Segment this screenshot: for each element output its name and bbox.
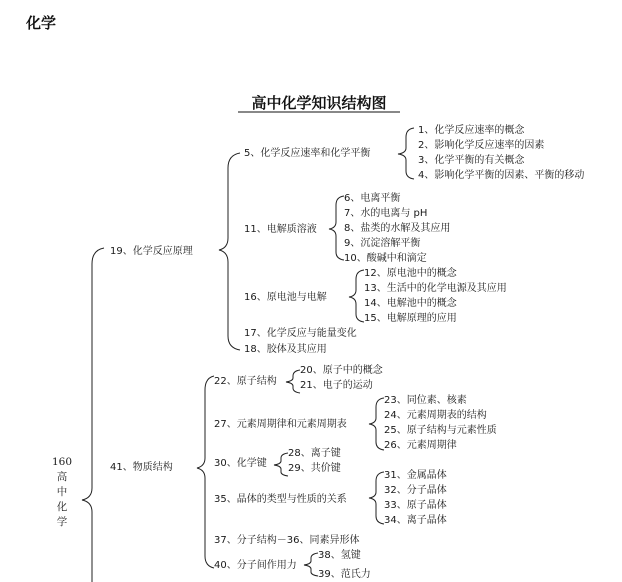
node-35: 35、晶体的类型与性质的关系 — [214, 494, 347, 505]
node-24: 24、元素周期表的结构 — [384, 410, 487, 421]
node-1: 1、化学反应速率的概念 — [418, 125, 525, 136]
node-11: 11、电解质溶液 — [244, 224, 317, 235]
node-5: 5、化学反应速率和化学平衡 — [244, 148, 371, 159]
root-line-4: 化 — [56, 501, 68, 513]
root-node — [52, 456, 72, 528]
brace-35 — [369, 472, 384, 524]
node-23: 23、同位素、核素 — [384, 395, 467, 406]
brace-41 — [197, 376, 214, 568]
node-33: 33、原子晶体 — [384, 500, 447, 511]
node-8: 8、盐类的水解及其应用 — [344, 223, 451, 234]
node-40: 40、分子间作用力 — [214, 560, 297, 571]
root-line-3: 中 — [56, 486, 68, 498]
node-31: 31、金属晶体 — [384, 470, 447, 481]
diagram-title: 高中化学知识结构图 — [251, 94, 387, 112]
brace-30 — [274, 453, 288, 476]
brace-16 — [349, 270, 364, 322]
brace-19 — [219, 153, 240, 350]
node-32: 32、分子晶体 — [384, 485, 447, 496]
node-28: 28、离子键 — [288, 448, 341, 459]
node-6: 6、电离平衡 — [344, 193, 401, 204]
brace-5 — [398, 128, 414, 179]
root-brace — [82, 248, 104, 582]
brace-11 — [329, 196, 344, 260]
node-12: 12、原电池中的概念 — [364, 268, 457, 279]
brace-40 — [304, 553, 318, 576]
node-34: 34、离子晶体 — [384, 515, 447, 526]
node-26: 26、元素周期律 — [384, 440, 457, 451]
root-line-1: 160 — [51, 456, 73, 468]
node-21: 21、电子的运动 — [300, 380, 373, 391]
node-25: 25、原子结构与元素性质 — [384, 425, 497, 436]
page-label: 化学 — [26, 14, 57, 32]
root-line-5: 学 — [56, 516, 68, 528]
node-22: 22、原子结构 — [214, 376, 277, 387]
brace-22 — [286, 370, 300, 393]
root-line-2: 高 — [56, 471, 68, 483]
node-13: 13、生活中的化学电源及其应用 — [364, 283, 507, 294]
brace-27 — [369, 398, 384, 450]
node-17: 17、化学反应与能量变化 — [244, 328, 357, 339]
node-7: 7、水的电离与 pH — [344, 208, 428, 219]
node-9: 9、沉淀溶解平衡 — [344, 238, 421, 249]
node-16: 16、原电池与电解 — [244, 292, 327, 303]
node-10: 10、酸碱中和滴定 — [344, 253, 427, 264]
node-27: 27、元素周期律和元素周期表 — [214, 419, 347, 430]
node-14: 14、电解池中的概念 — [364, 298, 457, 309]
node-15: 15、电解原理的应用 — [364, 313, 457, 324]
node-20: 20、原子中的概念 — [300, 365, 383, 376]
node-30: 30、化学键 — [214, 458, 267, 469]
node-38: 38、氢键 — [318, 550, 361, 561]
node-37: 37、分子结构－36、同素异形体 — [214, 535, 360, 546]
node-19: 19、化学反应原理 — [110, 246, 193, 257]
node-39: 39、范氏力 — [318, 569, 371, 580]
node-41: 41、物质结构 — [110, 462, 173, 473]
node-29: 29、共价键 — [288, 463, 341, 474]
node-4: 4、影响化学平衡的因素、平衡的移动 — [418, 170, 585, 181]
node-2: 2、影响化学反应速率的因素 — [418, 140, 545, 151]
node-3: 3、化学平衡的有关概念 — [418, 155, 525, 166]
node-18: 18、胶体及其应用 — [244, 344, 327, 355]
